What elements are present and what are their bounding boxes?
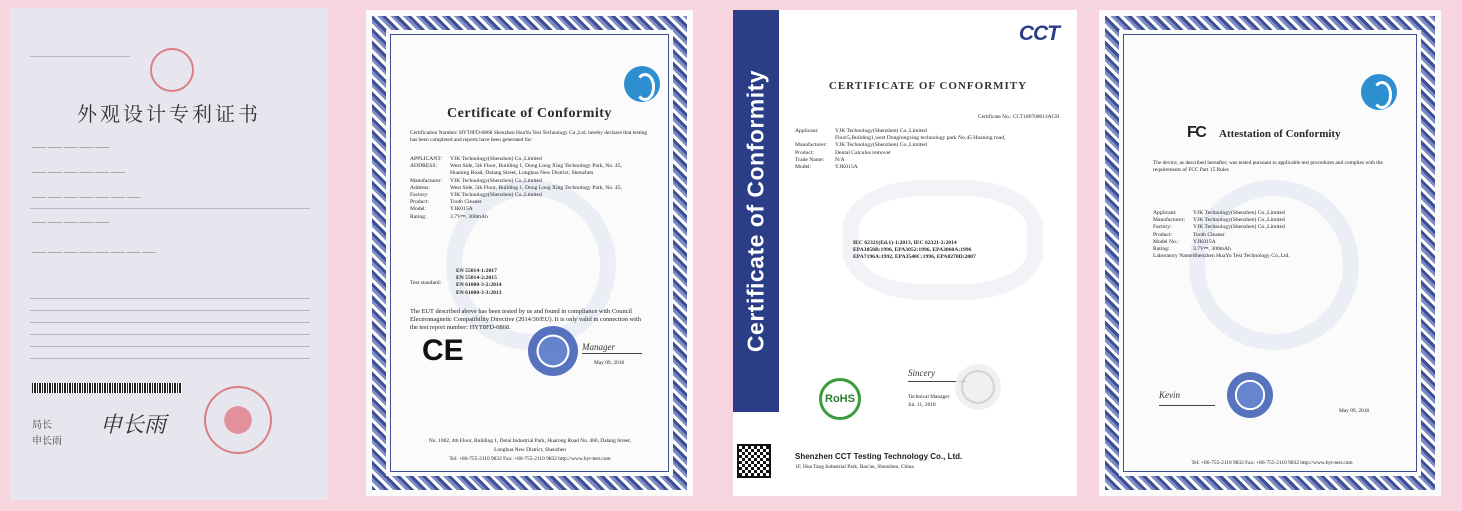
fcc-logo: FC bbox=[1187, 124, 1206, 141]
patent-sign-label: 局长 bbox=[32, 420, 52, 431]
fcc-signature: Kevin bbox=[1159, 390, 1215, 406]
fcc-footer: Tel: +86-755-2110 9832 Fax: +86-755-2110 9832 http://www.hyt-test.com bbox=[1191, 460, 1353, 466]
field-value: YJK015A bbox=[835, 164, 858, 171]
field-key: Product: bbox=[795, 149, 814, 156]
huayu-logo-icon bbox=[1361, 74, 1397, 110]
coc-intro: Certification Number: HYT8FD-0868 Shenzhen HuaYu Test Technology Co.,Ltd. hereby declares that testing has been completed and reports have been generated for: bbox=[410, 130, 648, 143]
field-key: Product: bbox=[410, 199, 429, 206]
field-value: YJK015A bbox=[450, 206, 473, 213]
patent-barcode bbox=[32, 383, 182, 393]
coc-footer-2: Longhua New District, Shenzhen bbox=[494, 447, 566, 453]
field-row bbox=[410, 156, 650, 163]
cct-number: Certificate No.: CCT180708013ACH bbox=[978, 114, 1059, 120]
coc-date: May 09, 2018 bbox=[594, 360, 625, 366]
field-row bbox=[410, 199, 650, 206]
cct-band-text: Certificate of Conformity bbox=[742, 69, 769, 353]
cct-company: Shenzhen CCT Testing Technology Co., Ltd. bbox=[795, 452, 963, 461]
field-row bbox=[410, 163, 650, 170]
cct-certificate bbox=[733, 10, 1077, 496]
field-value: YJK Technology(Shenzhen) Co.,Limited bbox=[1193, 210, 1285, 216]
standard-item: EN 61000-3-3:2013 bbox=[456, 289, 502, 296]
field-value: YJK Technology(Shenzhen) Co.,Limited bbox=[835, 128, 927, 134]
standard-item: EPA7196A:1992, EPA3540C:1996, EPA8270D:2007 bbox=[853, 254, 976, 261]
field-value: YJK Technology(Shenzhen) Co.,Limited bbox=[1193, 224, 1285, 231]
field-key: Manufacturer: bbox=[410, 177, 442, 184]
field-value: Shenzhen HuaYu Test Technology Co.,Ltd. bbox=[1193, 253, 1290, 260]
fcc-intro: The device, as described hereafter, was tested pursuant to applicable test procedures and complies with the requirements of FCC Part 15 Rules bbox=[1153, 160, 1383, 173]
fcc-stamp bbox=[1227, 372, 1273, 418]
coc-signature: Manager bbox=[582, 342, 642, 354]
cct-title: CERTIFICATE OF CONFORMITY bbox=[828, 80, 1028, 92]
field-value: Floor5,Building1,west Donglongxing technology park No.45 Huaning road, bbox=[835, 135, 1006, 142]
field-key: Address: bbox=[410, 184, 430, 191]
field-key: Factory: bbox=[410, 192, 429, 199]
field-key: Model No.: bbox=[1153, 238, 1179, 245]
cct-signature: Sincery bbox=[908, 368, 966, 382]
cct-fields bbox=[795, 128, 1065, 171]
field-row bbox=[410, 178, 650, 185]
field-value: Dental Calculus remover bbox=[835, 149, 891, 156]
field-key: Applicant: bbox=[1153, 210, 1177, 216]
field-row bbox=[410, 206, 650, 213]
field-row bbox=[1153, 217, 1401, 224]
standard-item: EPA3050B:1996, EPA3052:1996, EPA3060A:1996 bbox=[853, 247, 972, 254]
field-row bbox=[1153, 224, 1401, 231]
standard-item: EN 55014-2:2015 bbox=[456, 275, 497, 282]
field-value: YJK Technology(Shenzhen) Co.,Limited bbox=[450, 156, 542, 162]
fcc-title: Attestation of Conformity bbox=[1219, 128, 1341, 140]
fcc-fields bbox=[1153, 210, 1401, 260]
rohs-mark: RoHS bbox=[819, 378, 861, 420]
field-row bbox=[795, 135, 1065, 142]
field-row bbox=[410, 214, 650, 221]
field-value: Tooth Cleaner bbox=[450, 199, 482, 206]
field-row bbox=[1153, 232, 1401, 239]
patent-signature: 申长雨 bbox=[100, 412, 167, 437]
ce-mark: CE bbox=[422, 334, 464, 367]
field-row bbox=[795, 142, 1065, 149]
patent-header-seal bbox=[150, 48, 194, 92]
field-value: Tooth Cleaner bbox=[1193, 231, 1225, 238]
cct-address: 1F, Hua Tang Industrial Park, Bao'an, Shenzhen, China bbox=[795, 464, 914, 470]
field-row bbox=[1153, 210, 1401, 217]
standard-item: EN 55014-1:2017 bbox=[456, 268, 497, 274]
field-key: Product: bbox=[1153, 231, 1172, 238]
field-row bbox=[410, 185, 650, 192]
field-row bbox=[1153, 246, 1401, 253]
huayu-logo-icon bbox=[624, 66, 660, 102]
coc-standards bbox=[456, 268, 606, 297]
cct-side-band bbox=[733, 10, 779, 412]
cct-signer: Technical Manager bbox=[908, 394, 950, 400]
patent-signer-label: 申长雨 bbox=[32, 436, 62, 447]
field-value: West Side, 5th Floor, Building 1, Dong Long Xing Technology Park, No. 45, bbox=[450, 163, 622, 170]
field-key: Model: bbox=[795, 164, 812, 171]
field-value: YJK Technology(Shenzhen) Co.,Limited bbox=[450, 192, 542, 199]
field-value: 3.7V⎓, 300mAh bbox=[1193, 246, 1231, 253]
field-key: Manufacturer: bbox=[795, 142, 827, 149]
field-row bbox=[795, 157, 1065, 164]
field-value: YJK Technology(Shenzhen) Co.,Limited bbox=[450, 177, 542, 184]
field-key: Trade Name: bbox=[795, 156, 825, 163]
field-key: APPLICANT: bbox=[410, 156, 443, 162]
field-value: West Side, 5th Floor, Building 1, Dong Long Xing Technology Park, No. 45, bbox=[450, 184, 622, 191]
field-key: Rating: bbox=[1153, 246, 1170, 253]
huayu-stamp bbox=[528, 326, 578, 376]
field-row bbox=[795, 164, 1065, 171]
field-row bbox=[1153, 253, 1401, 260]
standard-item: IEC 62321(Ed.1)-1:2013, IEC 62321-2:2014 bbox=[853, 240, 957, 246]
fcc-date: May 09, 2018 bbox=[1339, 408, 1370, 414]
standard-item: EN 61000-3-2:2014 bbox=[456, 282, 502, 289]
field-value: 3.7V⎓, 300mAh bbox=[450, 213, 488, 220]
field-row bbox=[410, 170, 650, 177]
coc-standards-label: Test standard: bbox=[410, 280, 442, 286]
field-key: Model: bbox=[410, 206, 427, 213]
field-row bbox=[410, 192, 650, 199]
patent-title: 外观设计专利证书 bbox=[77, 102, 261, 126]
coc-footer-3: Tel: +86-755-2110 9832 Fax: +86-755-2110 9832 http://www.hyt-test.com bbox=[449, 456, 611, 462]
patent-certificate: 外观设计专利证书 —— —— —— —— —— —— —— —— —— —— —— —— —— —— —— —— —— —— —— —— —— —— —— —— —— —— —— —— —— —— —— 局长 申长雨 申长雨 bbox=[10, 8, 328, 500]
cct-standards bbox=[853, 240, 1053, 262]
field-value: YJK Technology(Shenzhen) Co.,Limited bbox=[835, 142, 927, 149]
field-value: N/A bbox=[835, 156, 845, 163]
coc-footer-1: No. 1002, 4th Floor, Building 1, Detai Industrial Park, Huarong Road No. 460, Dalang Street, bbox=[428, 438, 632, 444]
field-row bbox=[795, 150, 1065, 157]
coc-title: Certificate of Conformity bbox=[447, 106, 612, 121]
field-key: Manufacturer: bbox=[1153, 217, 1185, 224]
field-key: Rating: bbox=[410, 213, 427, 220]
patent-red-seal bbox=[204, 386, 272, 454]
field-value: YJK Technology(Shenzhen) Co.,Limited bbox=[1193, 217, 1285, 224]
field-key: Factory: bbox=[1153, 224, 1172, 231]
field-key: ADDRESS: bbox=[410, 163, 438, 170]
fcc-certificate bbox=[1099, 10, 1441, 496]
field-row bbox=[1153, 239, 1401, 246]
cct-stamp bbox=[955, 364, 1001, 410]
field-key: Laboratory Name: bbox=[1153, 253, 1195, 260]
coc-statement: The EUT described above has been tested by us and found in compliance with Council Electromagnetic Compatibility Directive (2014/30/EU). It is only valid in connection with the test report number: HYT8FD-0868. bbox=[410, 308, 641, 331]
field-value: YJK015A bbox=[1193, 238, 1216, 245]
coc-fields bbox=[410, 156, 650, 221]
cct-logo: CCT bbox=[1018, 22, 1059, 45]
field-row bbox=[795, 128, 1065, 135]
cct-qr-code[interactable] bbox=[737, 444, 771, 478]
cct-date: Jul. 11, 2018 bbox=[908, 402, 936, 408]
coc-certificate bbox=[366, 10, 693, 496]
field-value: Huaning Road, Dalang Street, Longhua New District, Shenzhen bbox=[450, 170, 594, 177]
field-key: Applicant: bbox=[795, 128, 819, 134]
